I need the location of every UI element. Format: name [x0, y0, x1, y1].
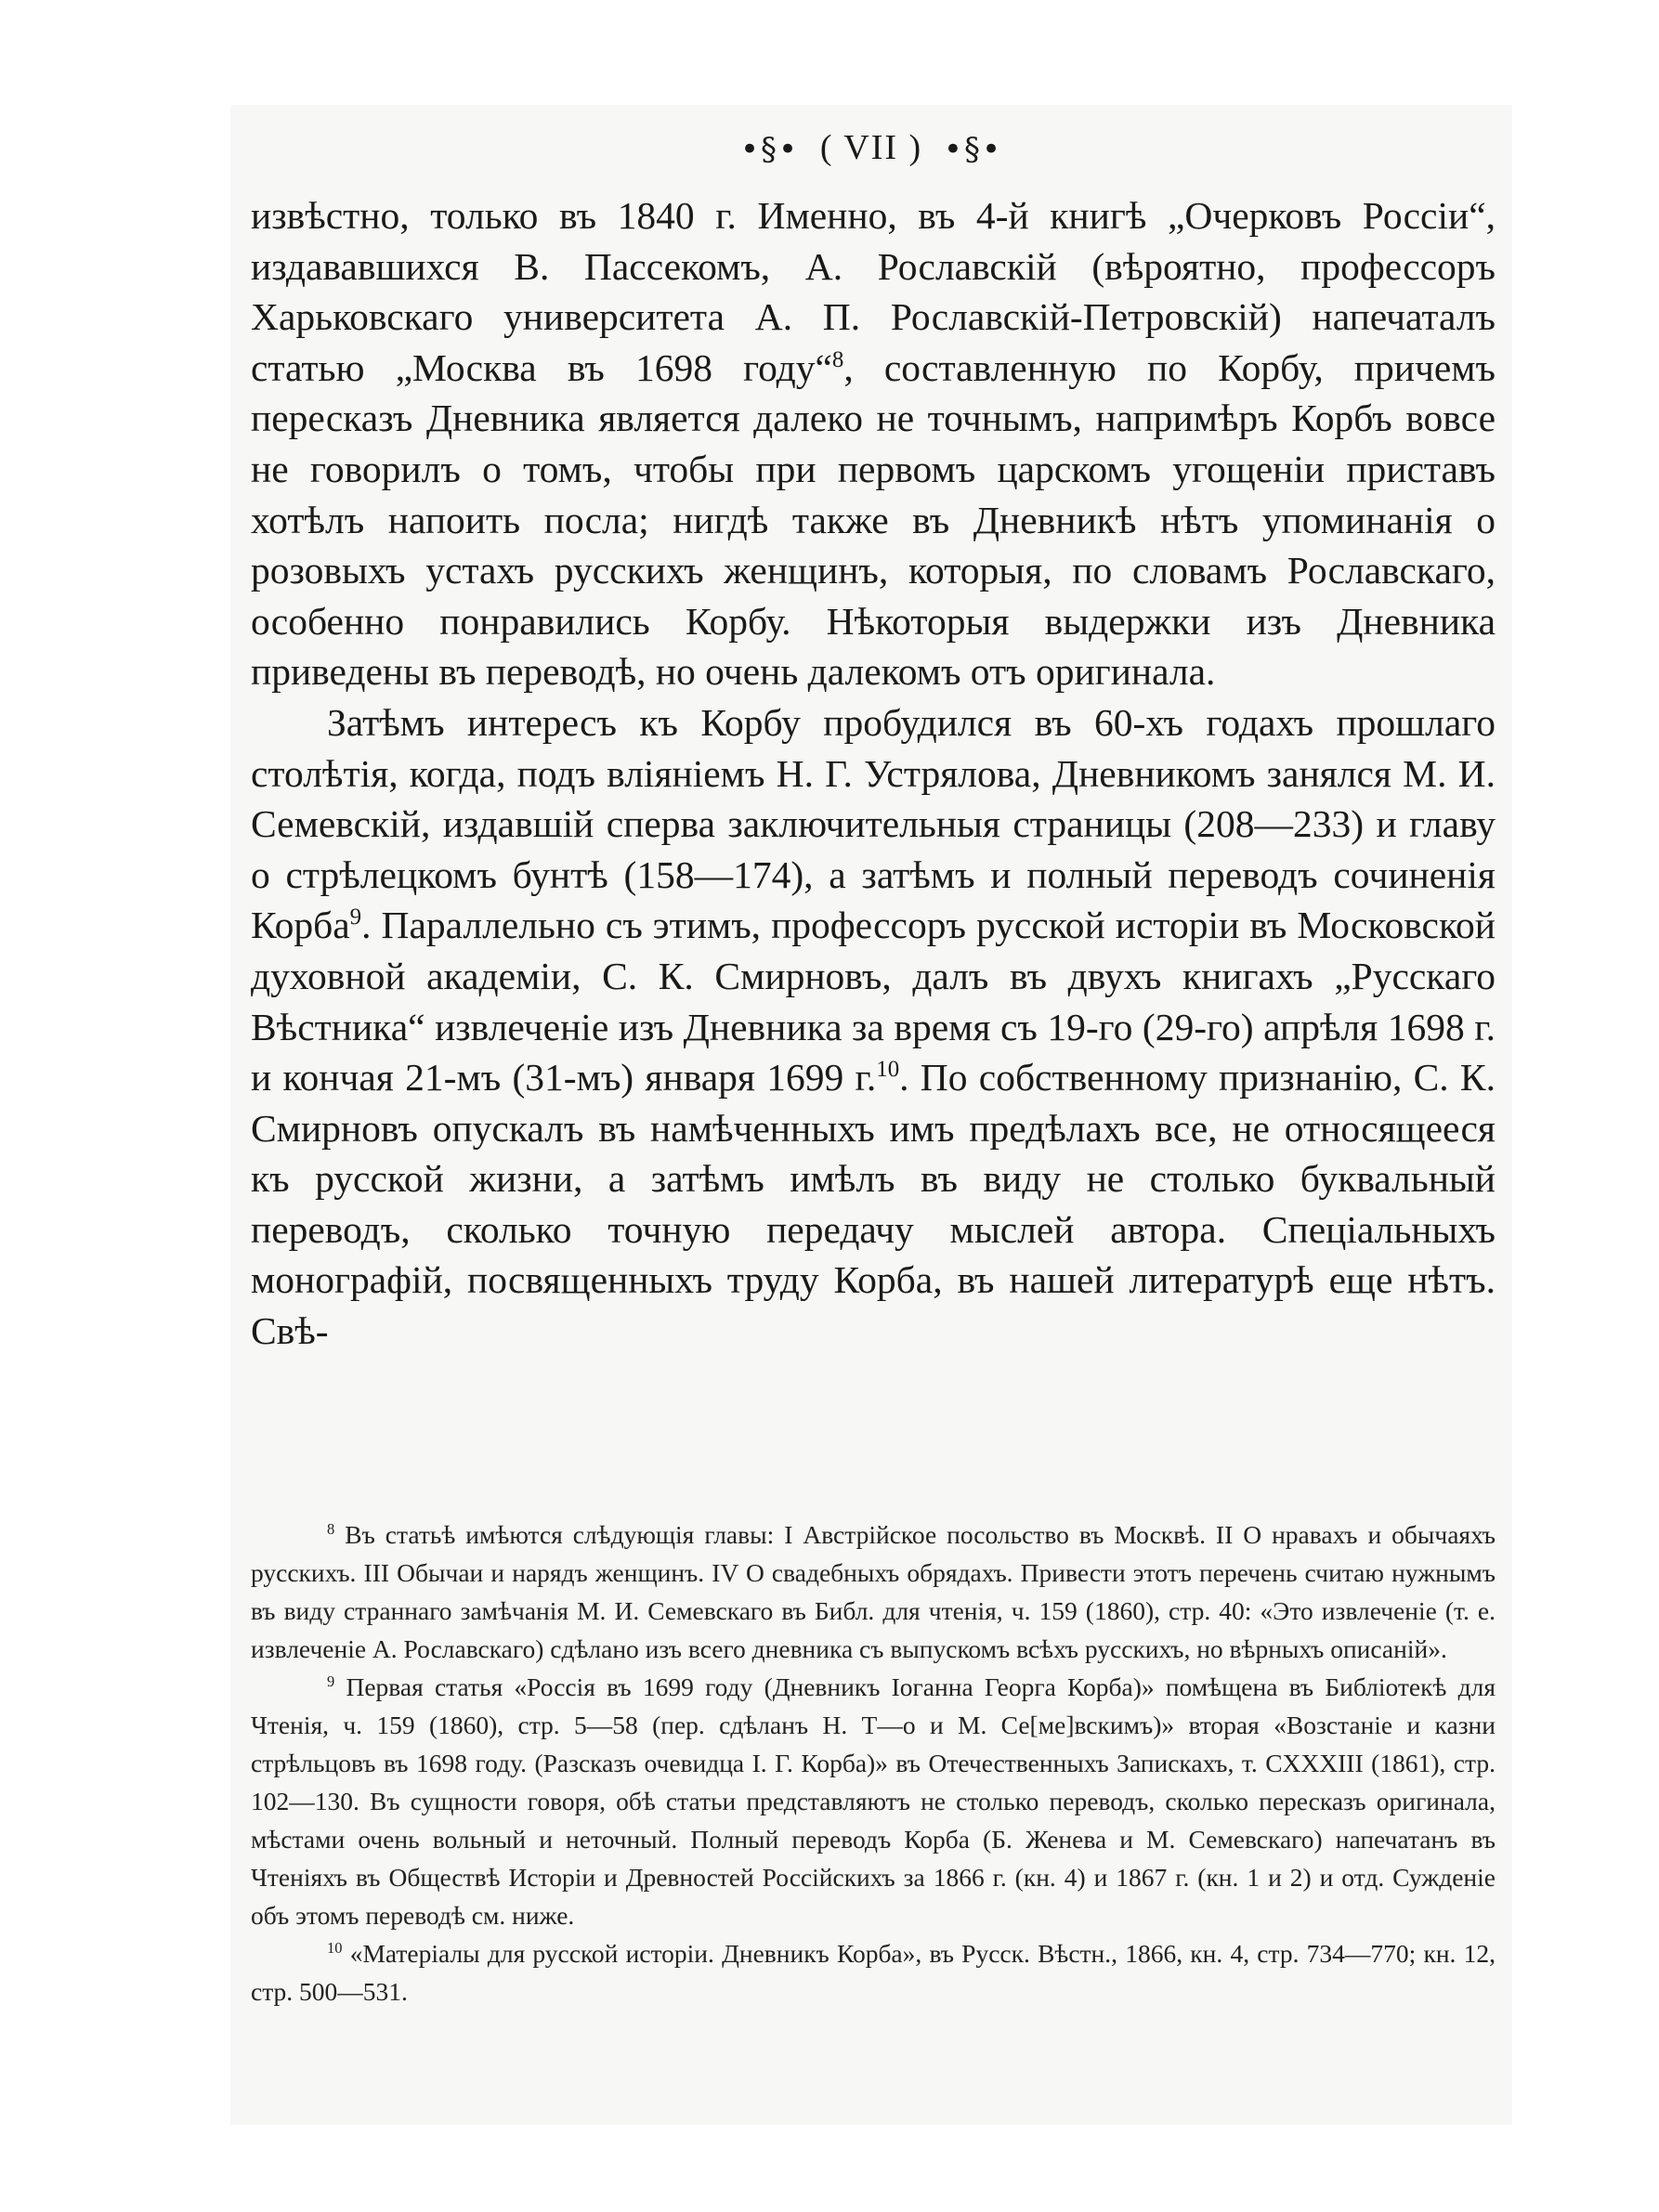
- footnote-8-text: Въ статьѣ имѣются слѣдующія главы: I Австрійское посольство въ Москвѣ. II О нравахъ и обычаяхъ русскихъ. III Обычаи и нарядъ женщинъ. IV О свадебныхъ обрядахъ. Привести этотъ перечень считаю нужнымъ въ виду страннаго замѣчанія М. И. Семевскаго въ Библ. для чтенія, ч. 159 (1860), стр. 40: «Это извлеченіе (т. е. извлеченіе А. Рославскаго) сдѣлано изъ всего дневника съ выпускомъ всѣхъ русскихъ, но вѣрныхъ описаній».: [251, 1520, 1496, 1663]
- footnote-10: [251, 1934, 1496, 2010]
- header-ornament-left: •§•: [739, 131, 800, 168]
- footnotes: [251, 1516, 1496, 2010]
- footnote-8: [251, 1516, 1496, 1668]
- footnote-8-mark: 8: [327, 1519, 335, 1538]
- footnote-9: [251, 1668, 1496, 1934]
- paragraph-1-text-b: , составленную по Корбу, причемъ пересказъ Дневника является далеко не точнымъ, напримѣръ Корбъ вовсе не говорилъ о томъ, чтобы при первомъ царскомъ угощеніи приставъ хотѣлъ напоить посла; нигдѣ также въ Дневникѣ нѣтъ упоминанія о розовыхъ устахъ русскихъ женщинъ, которыя, по словамъ Рославскаго, особенно понравились Корбу. Нѣкоторыя выдержки изъ Дневника приведены въ переводѣ, но очень далекомъ отъ оригинала.: [251, 345, 1496, 694]
- paragraph-2-text-a: Затѣмъ интересъ къ Корбу пробудился въ 60-хъ годахъ прошлаго столѣтія, когда, подъ вліяніемъ Н. Г. Устрялова, Дневникомъ занялся М. И. Семевскій, издавшій сперва заключительныя страницы (208—233) и главу о стрѣлецкомъ бунтѣ (158—174), а затѣмъ и полный переводъ сочиненія Корба: [251, 700, 1496, 947]
- footnote-ref-10: 10: [876, 1057, 900, 1083]
- footnote-10-mark: 10: [327, 1938, 343, 1957]
- body-paragraph-1: [251, 190, 1496, 697]
- paragraph-2-text-b: . Параллельно съ этимъ, профессоръ русской исторіи въ Московской духовной академіи, С. К. Смирновъ, далъ въ двухъ книгахъ „Русскаго Вѣстника“ извлеченіе изъ Дневника за время съ 19-го (29-го) апрѣля 1698 г. и кончая 21-мъ (31-мъ) января 1699 г.: [251, 904, 1496, 1099]
- footnote-9-mark: 9: [327, 1672, 335, 1690]
- header-ornament-right: •§•: [943, 131, 1003, 168]
- footnote-9-text: Первая статья «Россія въ 1699 году (Дневникъ Іоганна Георга Корба)» помѣщена въ Библіотекѣ для Чтенія, ч. 159 (1860), стр. 5—58 (пер. сдѣланъ Н. Т—о и М. Се[ме]вскимъ)» вторая «Возстаніе и казни стрѣльцовъ въ 1698 году. (Разсказъ очевидца І. Г. Корба)» въ Отечественныхъ Запискахъ, т. CXXXIII (1861), стр. 102—130. Въ сущности говоря, обѣ статьи представляютъ не столько переводъ, сколько пересказъ оригинала, мѣстами очень вольный и неточный. Полный переводъ Корба (Б. Женева и М. Семевскаго) напечатанъ въ Чтеніяхъ въ Обществѣ Исторіи и Древностей Россійскихъ за 1866 г. (кн. 4) и 1867 г. (кн. 1 и 2) и отд. Сужденіе объ этомъ переводѣ см. ниже.: [251, 1672, 1496, 1930]
- footnote-10-text: «Матеріалы для русской исторіи. Дневникъ Корба», въ Русск. Вѣстн., 1866, кн. 4, стр. 734—770; кн. 12, стр. 500—531.: [251, 1939, 1496, 2006]
- main-text: [251, 190, 1496, 1357]
- page-number: ( VII ): [819, 128, 923, 167]
- paragraph-1-text-a: извѣстно, только въ 1840 г. Именно, въ 4-й книгѣ „Очерковъ Россіи“, издававшихся В. Пассекомъ, А. Рославскій (вѣроятно, профессоръ Харьковскаго университета А. П. Рославскій-Петровскій) напечаталъ статью „Москва въ 1698 году“: [251, 194, 1496, 389]
- footnote-ref-8: 8: [831, 346, 844, 372]
- footnote-ref-9: 9: [349, 904, 362, 930]
- body-paragraph-2: [251, 697, 1496, 1357]
- paragraph-2-text-c: . По собственному признанію, С. К. Смирновъ опускалъ въ намѣченныхъ имъ предѣлахъ все, не относящееся къ русской жизни, а затѣмъ имѣлъ въ виду не столько буквальный переводъ, сколько точную передачу мыслей автора. Спеціальныхъ монографій, посвященныхъ труду Корба, въ нашей литературѣ еще нѣтъ. Свѣ-: [251, 1056, 1496, 1353]
- page-header: [230, 119, 1512, 177]
